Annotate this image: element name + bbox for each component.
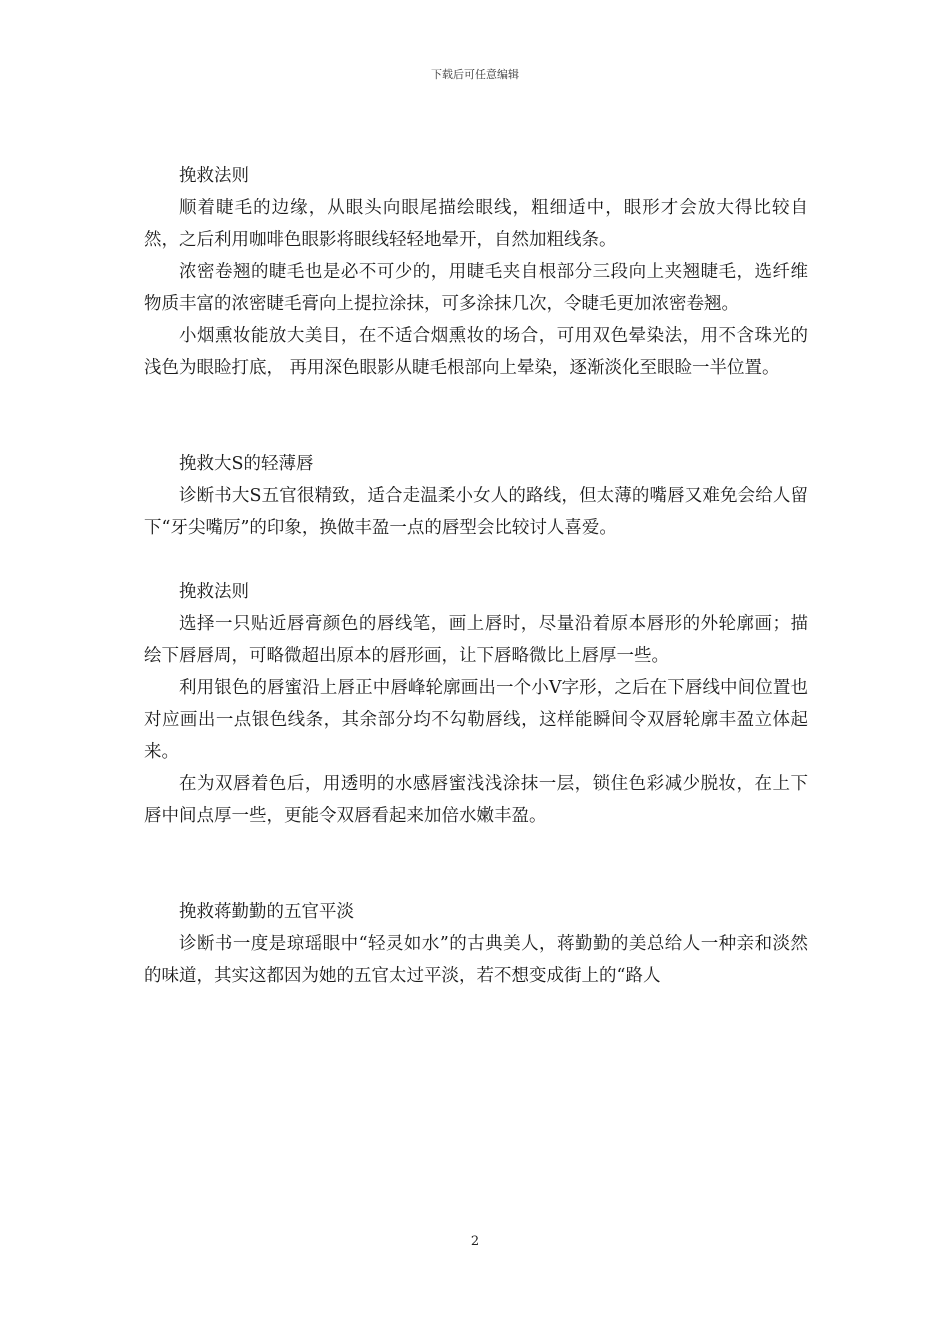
paragraph: 小烟熏妆能放大美目，在不适合烟熏妆的场合，可用双色晕染法，用不含珠光的浅色为眼睑打底， 再用深色眼影从睫毛根部向上晕染，逐渐淡化至眼睑一半位置。 xyxy=(144,326,808,378)
page-number: 2 xyxy=(470,1234,480,1249)
paragraph: 利用银色的唇蜜沿上唇正中唇峰轮廓画出一个小V字形，之后在下唇线中间位置也对应画出一点银色线条，其余部分均不勾勒唇线，这样能瞬间令双唇轮廓丰盈立体起来。 xyxy=(144,678,808,762)
section-heading: 挽救法则 xyxy=(179,166,249,186)
paragraph: 浓密卷翘的睫毛也是必不可少的，用睫毛夹自根部分三段向上夹翘睫毛，选纤维物质丰富的浓密睫毛膏向上提拉涂抹，可多涂抹几次，令睫毛更加浓密卷翘。 xyxy=(144,262,808,314)
paragraph: 选择一只贴近唇膏颜色的唇线笔，画上唇时，尽量沿着原本唇形的外轮廓画；描绘下唇唇周，可略微超出原本的唇形画，让下唇略微比上唇厚一些。 xyxy=(144,614,808,666)
section-spacer xyxy=(144,384,808,448)
section-heading: 挽救大S的轻薄唇 xyxy=(179,454,314,474)
paragraph: 诊断书一度是琼瑶眼中“轻灵如水”的古典美人，蒋勤勤的美总给人一种亲和淡然的味道，其实这都因为她的五官太过平淡，若不想变成街上的“路人 xyxy=(144,934,808,986)
paragraph: 诊断书大S五官很精致，适合走温柔小女人的路线，但太薄的嘴唇又难免会给人留下“牙尖嘴厉”的印象，换做丰盈一点的唇型会比较讨人喜爱。 xyxy=(144,486,808,538)
paragraph: 顺着睫毛的边缘，从眼头向眼尾描绘眼线，粗细适中，眼形才会放大得比较自然，之后利用咖啡色眼影将眼线轻轻地晕开，自然加粗线条。 xyxy=(144,198,808,250)
section-heading: 挽救法则 xyxy=(179,582,249,602)
section-spacer xyxy=(144,832,808,896)
section-spacer xyxy=(144,544,808,576)
document-body xyxy=(144,160,808,992)
section-heading: 挽救蒋勤勤的五官平淡 xyxy=(179,902,354,922)
paragraph: 在为双唇着色后，用透明的水感唇蜜浅浅涂抹一层，锁住色彩减少脱妆，在上下唇中间点厚一些，更能令双唇看起来加倍水嫩丰盈。 xyxy=(144,774,808,826)
page-header: 下载后可任意编辑 xyxy=(431,68,519,81)
